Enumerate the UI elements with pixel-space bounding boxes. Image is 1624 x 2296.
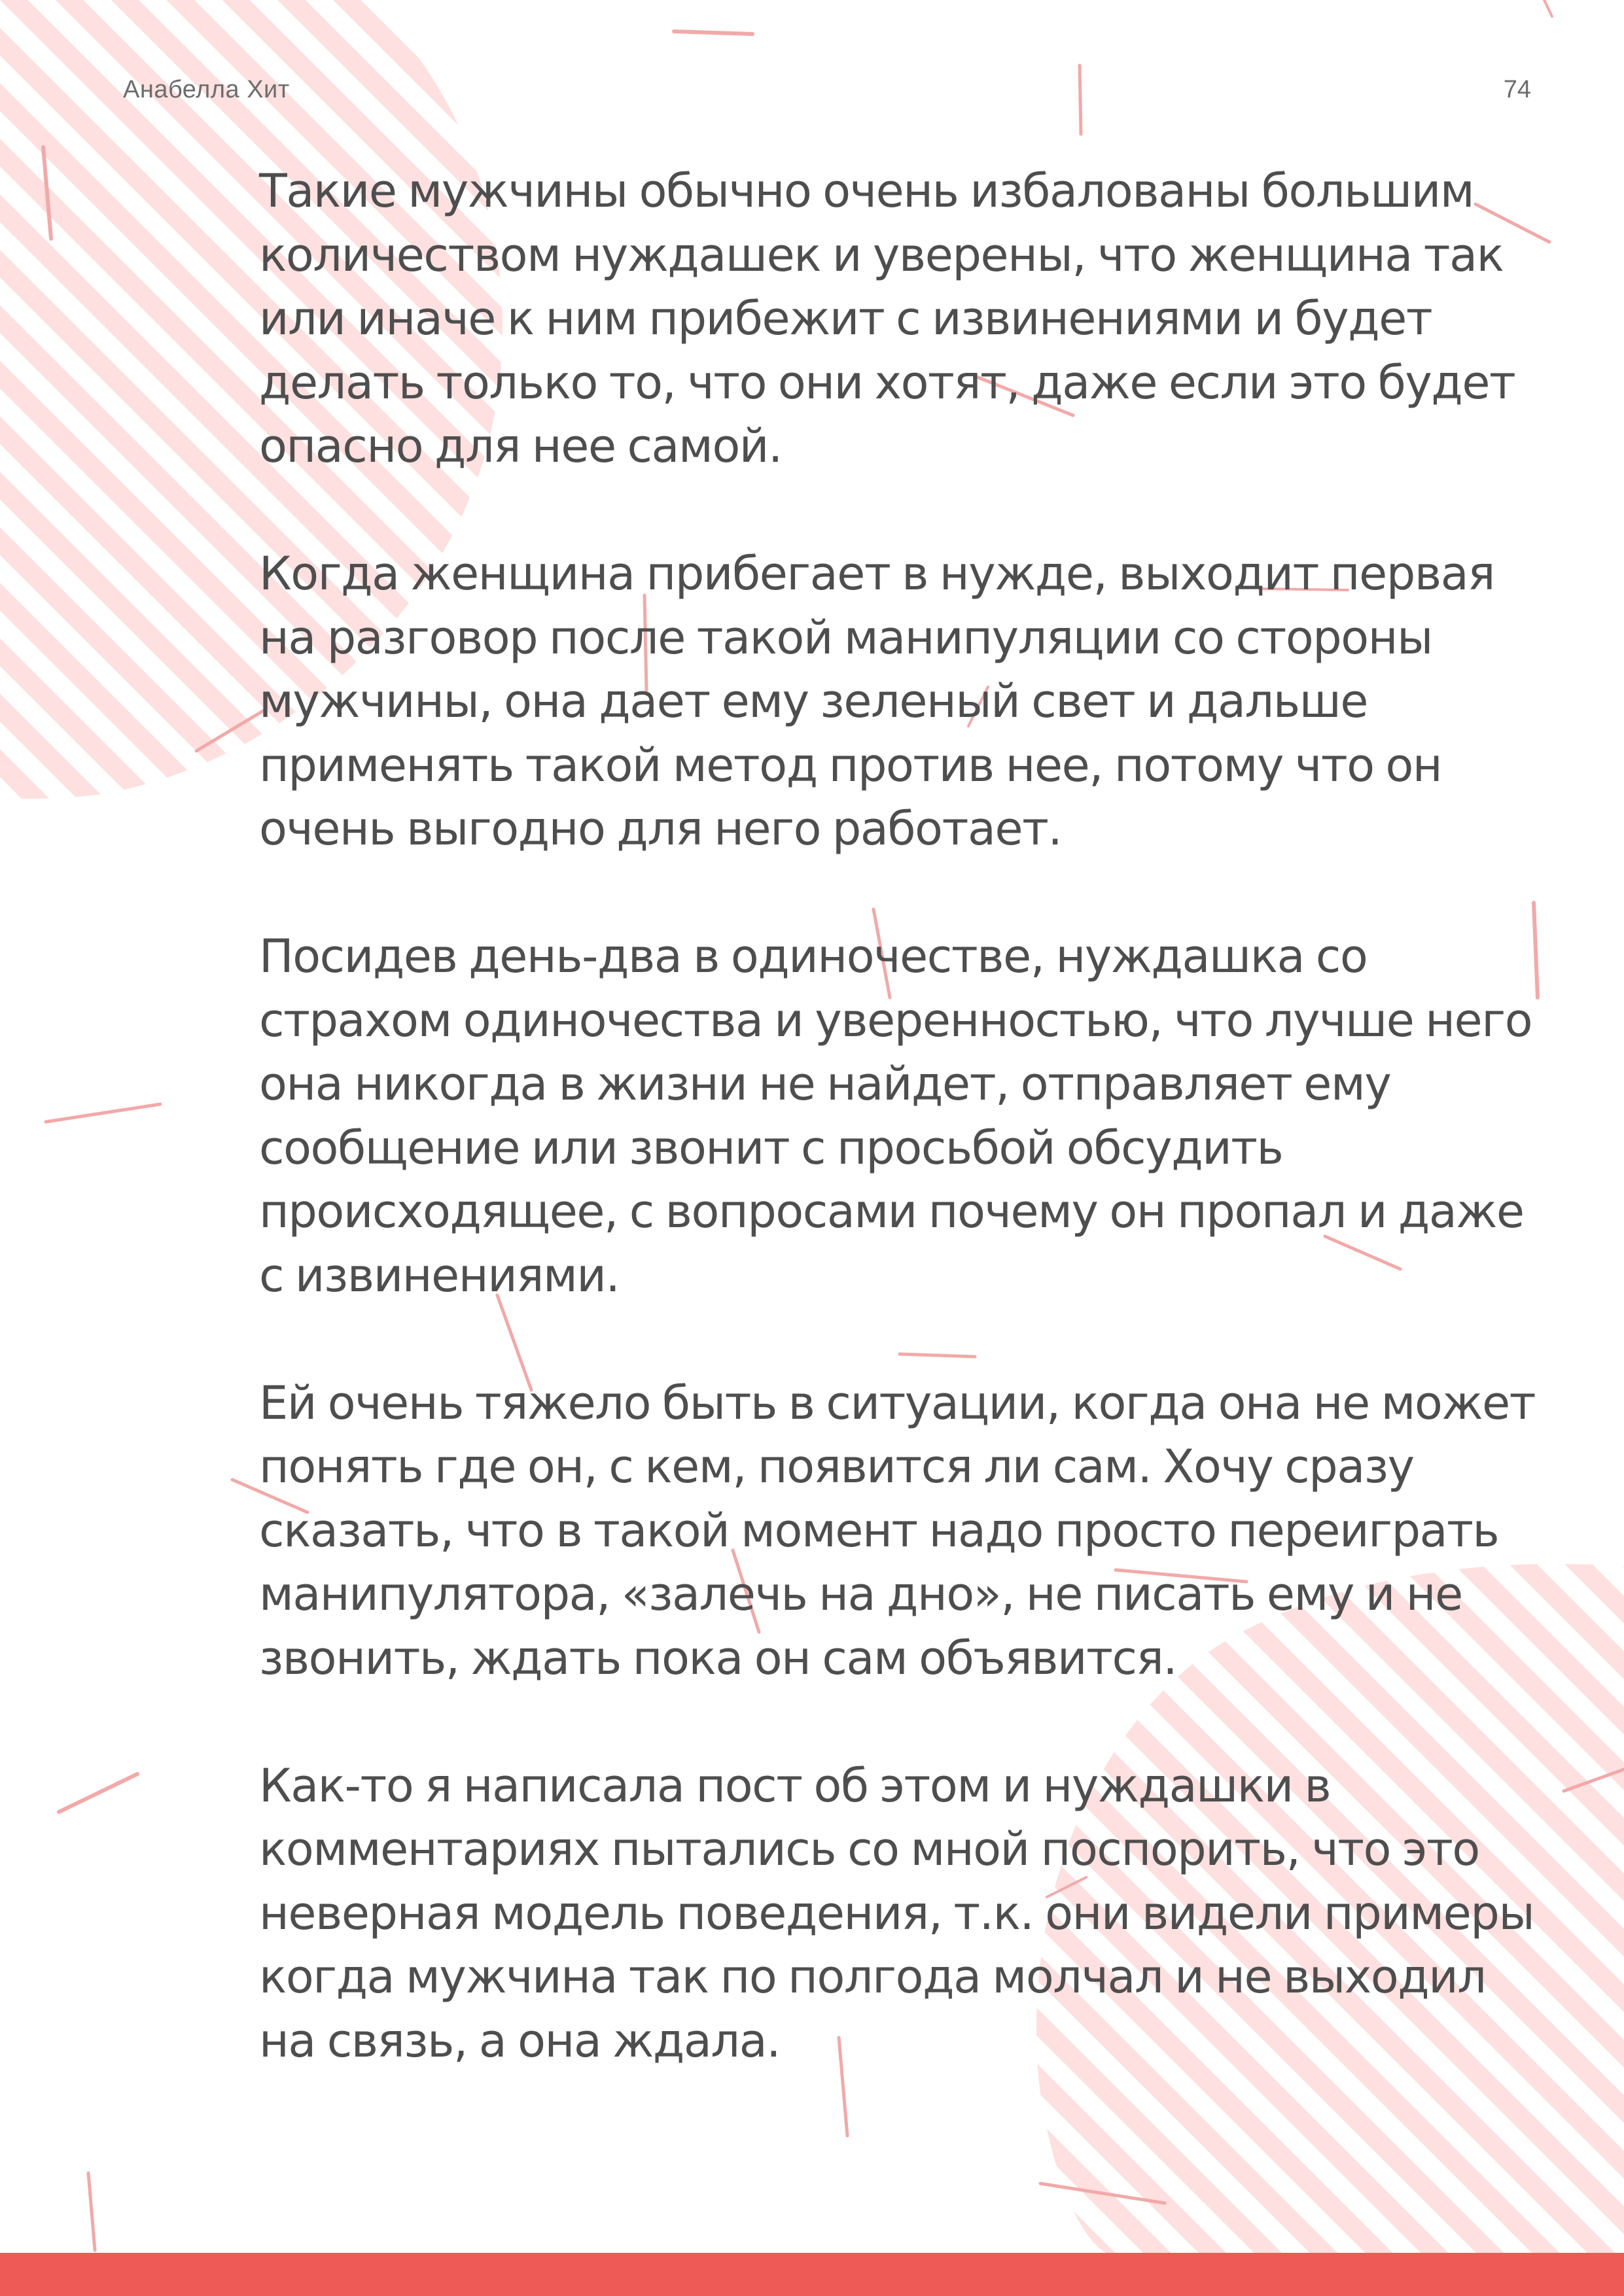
page-number: 74 (1503, 76, 1531, 103)
running-header-author: Анабелла Хит (123, 76, 290, 103)
petal (88, 2173, 95, 2250)
petal (59, 1774, 137, 1812)
paragraph: Такие мужчины обычно очень избалованы большим количеством нуждашек и уверены, что женщина так или иначе к ним прибежит с извинениями и будет делать только то, что они хотят, даже если это будет опасно для нее самой. (259, 164, 1515, 473)
paragraph: Посидев день-два в одиночестве, нуждашка со страхом одиночества и уверенностью, что лучше него она никогда в жизни не найдет, отправляет ему сообщение или звонит с просьбой обсудить происходящее, с вопросами почему он пропал и даже с извинениями. (259, 930, 1532, 1302)
petal (1544, 0, 1552, 16)
petal (46, 1104, 160, 1122)
body-text (259, 160, 1542, 2137)
paragraph: Когда женщина прибегает в нужде, выходит первая на разговор после такой манипуляции со стороны мужчины, она дает ему зеленый свет и дальше применять такой метод против нее, потому что он очень выгодно для него работает. (259, 547, 1494, 856)
petal (1080, 65, 1081, 134)
paragraph: Как-то я написала пост об этом и нуждашки в комментариях пытались со мной поспорить, что это неверная модель поведения, т.к. они видели примеры когда мужчина так по полгода молчал и не выходил на связь, а она ждала. (259, 1758, 1534, 2068)
footer-accent-bar (0, 2253, 1624, 2296)
paragraph: Ей очень тяжело быть в ситуации, когда она не может понять где он, с кем, появится ли сам. Хочу сразу сказать, что в такой момент надо просто переиграть манипулятора, «залечь на дно», не писать ему и не звонить, ждать пока он сам объявится. (259, 1376, 1536, 1685)
petal (674, 31, 752, 34)
